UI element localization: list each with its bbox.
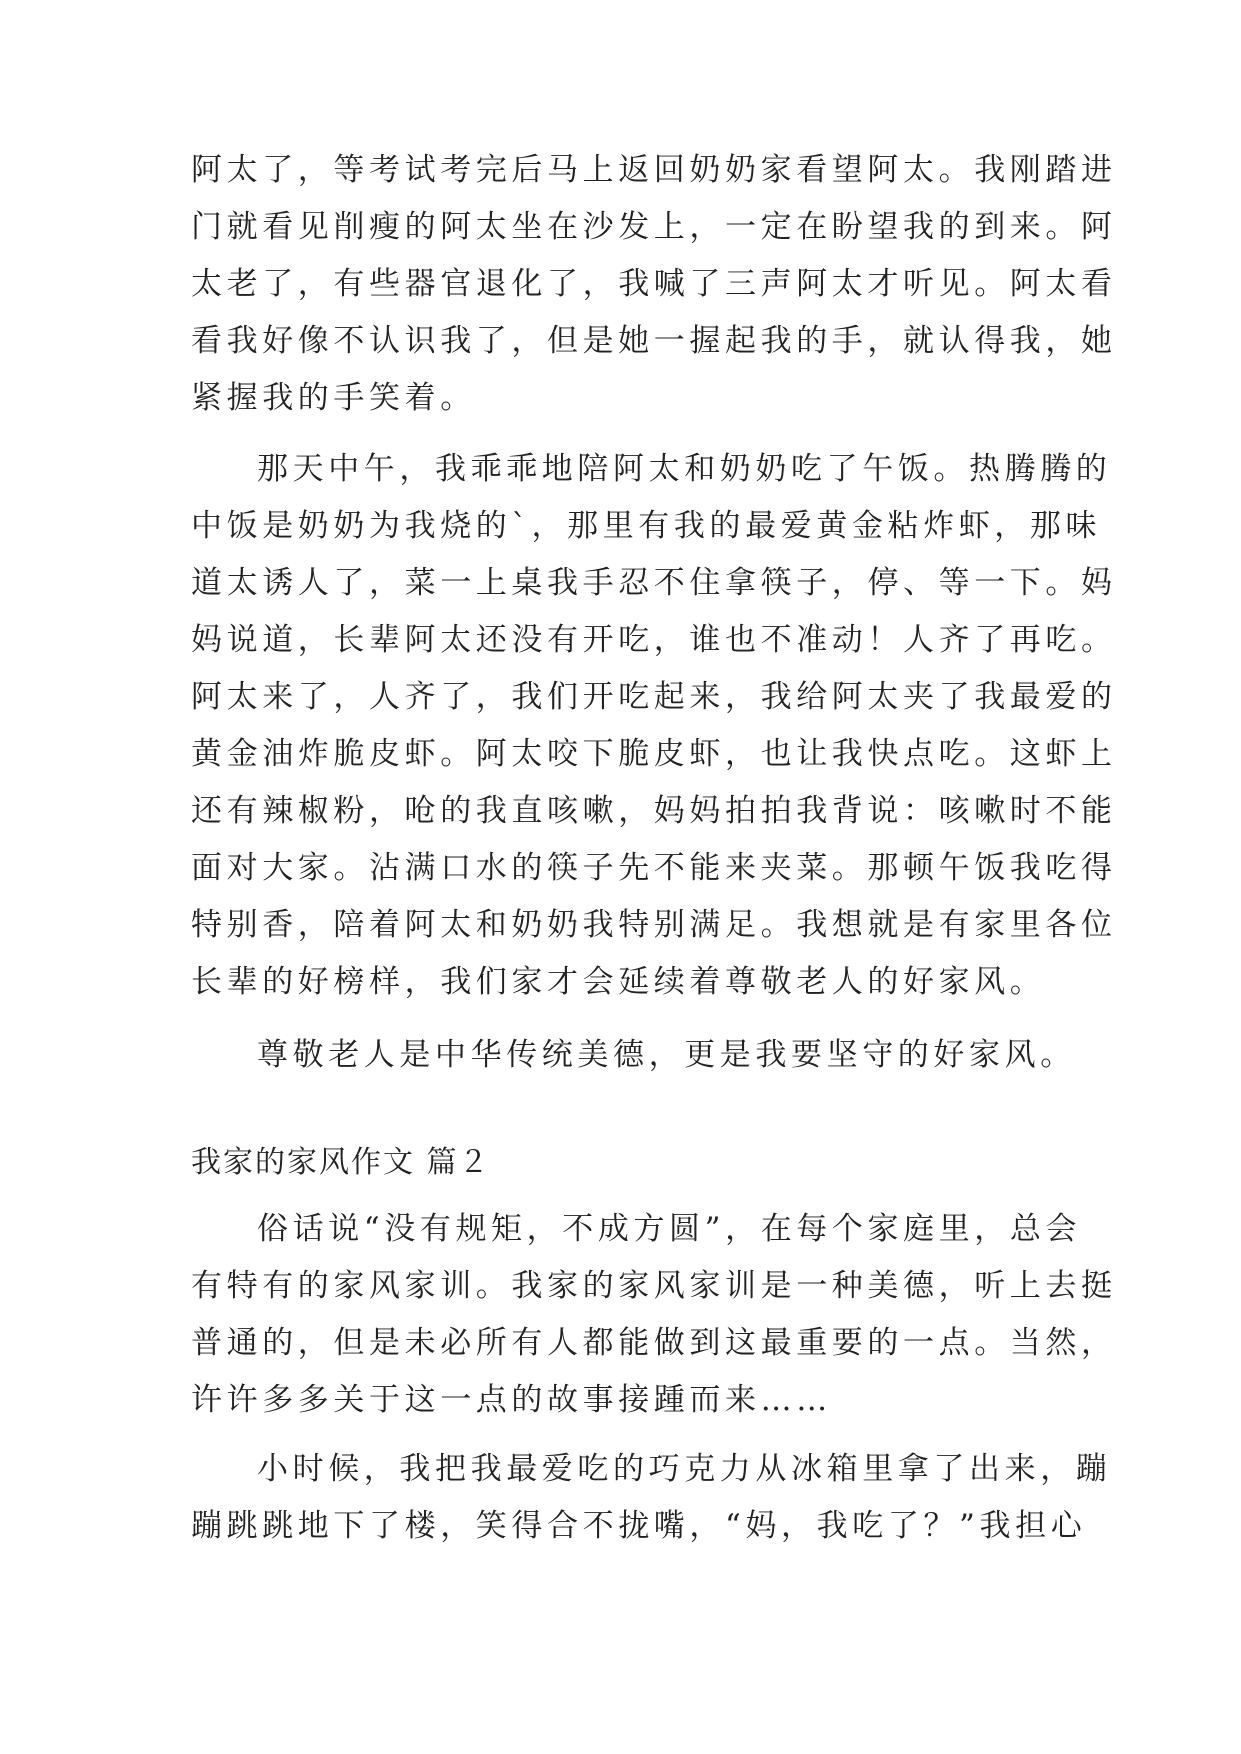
text-line: 长辈的好榜样，我们家才会延续着尊敬老人的好家风。 bbox=[191, 964, 1046, 1000]
text-line: 看我好像不认识我了，但是她一握起我的手，就认得我，她 bbox=[191, 323, 1117, 359]
text-line: 中饭是奶奶为我烧的`，那里有我的最爱黄金粘炸虾，那味 bbox=[191, 508, 1102, 544]
text-line: 普通的，但是未必所有人都能做到这最重要的一点。当然， bbox=[191, 1325, 1117, 1361]
text-line: 道太诱人了，菜一上桌我手忍不住拿筷子，停、等一下。妈 bbox=[191, 565, 1117, 601]
text-line: 阿太了，等考试考完后马上返回奶奶家看望阿太。我刚踏进 bbox=[191, 152, 1117, 188]
paragraph-5 bbox=[191, 1441, 1112, 1555]
text-line: 黄金油炸脆皮虾。阿太咬下脆皮虾，也让我快点吃。这虾上 bbox=[191, 736, 1117, 772]
text-line: 门就看见削瘦的阿太坐在沙发上，一定在盼望我的到来。阿 bbox=[191, 209, 1117, 245]
paragraph-1 bbox=[191, 142, 1117, 427]
text-line: 面对大家。沾满口水的筷子先不能来夹菜。那顿午饭我吃得 bbox=[191, 850, 1117, 886]
section-heading: 我家的家风作文 篇２ bbox=[191, 1145, 491, 1180]
text-line: 还有辣椒粉，呛的我直咳嗽，妈妈拍拍我背说：咳嗽时不能 bbox=[191, 793, 1117, 829]
text-line: 有特有的家风家训。我家的家风家训是一种美德，听上去挺 bbox=[191, 1268, 1117, 1304]
text-line: 小时候，我把我最爱吃的巧克力从冰箱里拿了出来，蹦 bbox=[257, 1451, 1112, 1487]
text-line: 许许多多关于这一点的故事接踵而来…… bbox=[191, 1382, 832, 1418]
text-line: 尊敬老人是中华传统美德，更是我要坚守的好家风。 bbox=[257, 1037, 1076, 1073]
text-line: 那天中午，我乖乖地陪阿太和奶奶吃了午饭。热腾腾的 bbox=[257, 451, 1112, 487]
paragraph-4 bbox=[191, 1201, 1117, 1429]
text-line: 蹦跳跳地下了楼，笑得合不拢嘴，“妈，我吃了？”我担心 bbox=[191, 1508, 1087, 1544]
paragraph-2 bbox=[191, 441, 1117, 1011]
text-line: 俗话说“没有规矩，不成方圆”，在每个家庭里，总会 bbox=[257, 1211, 1082, 1247]
text-line: 阿太来了，人齐了，我们开吃起来，我给阿太夹了我最爱的 bbox=[191, 679, 1117, 715]
text-line: 紧握我的手笑着。 bbox=[191, 380, 476, 416]
text-line: 太老了，有些器官退化了，我喊了三声阿太才听见。阿太看 bbox=[191, 266, 1117, 302]
text-line: 特别香，陪着阿太和奶奶我特别满足。我想就是有家里各位 bbox=[191, 907, 1117, 943]
paragraph-3 bbox=[191, 1027, 1076, 1084]
text-line: 妈说道，长辈阿太还没有开吃，谁也不准动！人齐了再吃。 bbox=[191, 622, 1117, 658]
